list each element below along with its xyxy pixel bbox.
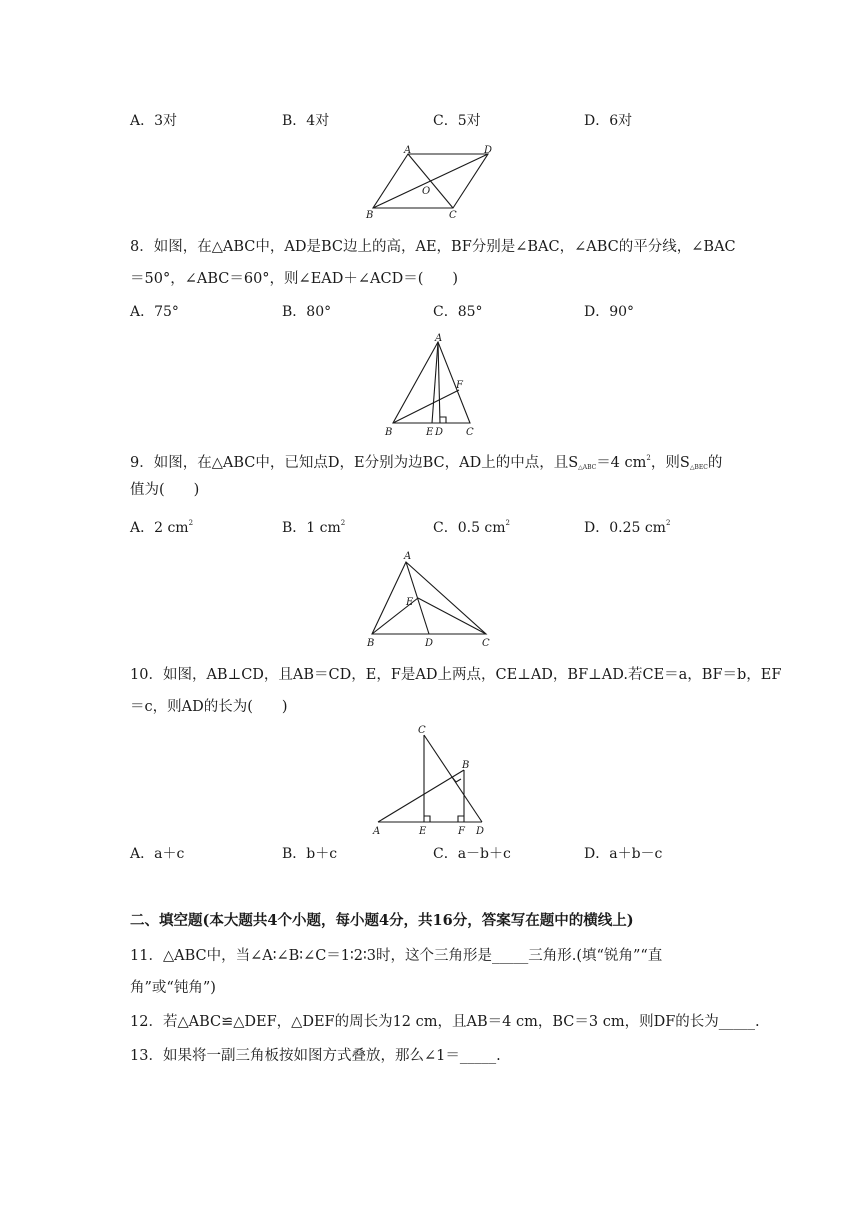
- q7-option-a: A．3对: [130, 113, 178, 129]
- q9-figure-triangle: [362, 548, 502, 653]
- bisector-ae: [432, 342, 438, 423]
- q7-figure-parallelogram: [360, 142, 500, 222]
- q11-text-line1: 11．△ABC中，当∠A∶∠B∶∠C＝1∶2∶3时，这个三角形是_____三角形.(填“锐角”“直: [130, 948, 663, 964]
- segment-ab: [378, 770, 464, 822]
- label-e: E: [406, 597, 414, 608]
- label-a: A: [404, 551, 412, 562]
- q10-option-a: A．a＋c: [130, 846, 185, 862]
- label-d: D: [425, 638, 434, 649]
- altitude-ad: [438, 342, 440, 423]
- q7-option-b: B．4对: [282, 113, 330, 129]
- q8-text-line2: ＝50°，∠ABC＝60°，则∠EAD＋∠ACD＝( ): [130, 271, 459, 287]
- label-a: A: [373, 826, 381, 837]
- q10-text-line2: ＝c，则AD的长为( ): [130, 699, 288, 715]
- right-angle-f: [458, 816, 464, 822]
- label-b: B: [367, 638, 375, 649]
- q7-option-d: D．6对: [584, 113, 633, 129]
- q10-option-d: D．a＋b－c: [584, 846, 663, 862]
- label-f: F: [458, 826, 465, 837]
- q8-option-a: A．75°: [130, 304, 179, 320]
- q13-text-line1: 13．如果将一副三角板按如图方式叠放，那么∠1＝_____.: [130, 1048, 501, 1064]
- label-b: B: [462, 760, 470, 771]
- q8-option-d: D．90°: [584, 304, 635, 320]
- label-b: B: [366, 210, 374, 221]
- right-angle-ab-cd: [452, 777, 461, 782]
- label-d: D: [484, 145, 493, 156]
- q11-text-line2: 角”或“钝角”): [130, 980, 216, 996]
- label-e: E: [426, 427, 434, 438]
- q10-text-line1: 10．如图，AB⊥CD，且AB＝CD，E，F是AD上两点，CE⊥AD，BF⊥AD.若CE＝a，BF＝b，EF: [130, 667, 782, 683]
- label-b: B: [385, 427, 393, 438]
- q12-text-line1: 12．若△ABC≌△DEF，△DEF的周长为12 cm，且AB＝4 cm，BC＝3 cm，则DF的长为_____.: [130, 1014, 760, 1030]
- q7-option-c: C．5对: [433, 113, 481, 129]
- label-c: C: [482, 638, 490, 649]
- triangle-abc: [372, 562, 486, 634]
- label-e: E: [419, 826, 427, 837]
- label-c: C: [449, 210, 457, 221]
- q10-option-b: B．b＋c: [282, 846, 338, 862]
- label-d: D: [435, 427, 444, 438]
- q8-option-b: B．80°: [282, 304, 332, 320]
- q10-option-c: C．a－b＋c: [433, 846, 511, 862]
- label-o: O: [422, 186, 431, 197]
- label-d: D: [476, 826, 485, 837]
- label-c: C: [418, 725, 426, 736]
- q8-text-line1: 8．如图，在△ABC中，AD是BC边上的高，AE，BF分别是∠BAC，∠ABC的平分线，∠BAC: [130, 239, 736, 255]
- q9-option-c: C．0.5 $cm^2$: [433, 519, 511, 536]
- q9-option-d: D．0.25 $cm^2$: [584, 519, 671, 536]
- q8-option-c: C．85°: [433, 304, 483, 320]
- q10-figure: [370, 720, 500, 840]
- q9-text-line2: 值为( ): [130, 482, 200, 498]
- label-f: F: [456, 380, 463, 391]
- bisector-bf: [393, 390, 459, 423]
- q8-figure-triangle: [380, 332, 490, 442]
- right-angle-mark: [440, 417, 446, 423]
- q9-option-a: A．2 $cm^2$: [130, 519, 194, 536]
- q9-text-line1: 9．如图，在△ABC中，已知点D，E分别为边BC，AD上的中点，且$S_{\triangle ABC}=4$ $cm^2$，则$S_{\triangle BEC}$的: [130, 454, 723, 471]
- section2-heading: 二、填空题(本大题共4个小题，每小题4分，共16分，答案写在题中的横线上): [130, 912, 634, 929]
- right-angle-e: [424, 816, 430, 822]
- label-a: A: [404, 145, 412, 156]
- label-c: C: [466, 427, 474, 438]
- q9-option-b: B．1 $cm^2$: [282, 519, 346, 536]
- label-a: A: [435, 333, 443, 344]
